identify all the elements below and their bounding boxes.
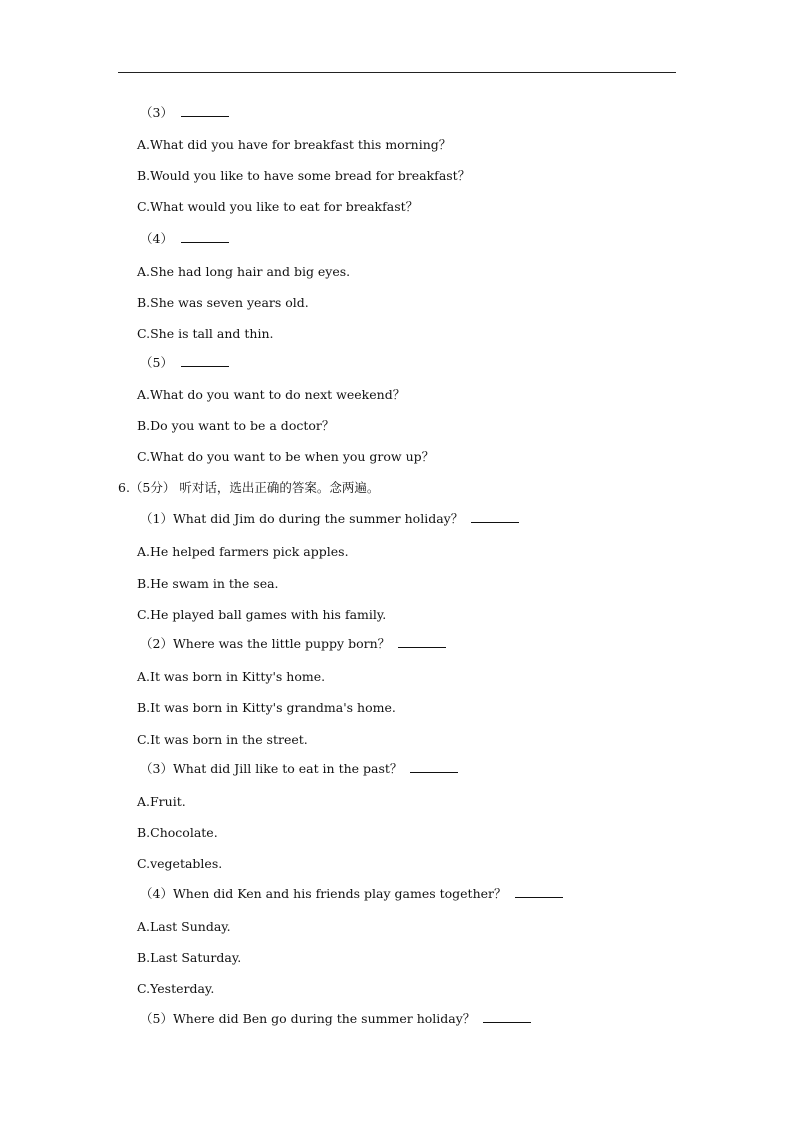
option-c: C.He played ball games with his family. <box>137 607 387 622</box>
option-c: C.Yesterday. <box>137 981 215 996</box>
option-b: B.He swam in the sea. <box>137 576 279 591</box>
question-stem-text: （3）What did Jill like to eat in the past？ <box>140 761 403 776</box>
option-c: C.It was born in the street. <box>137 732 308 747</box>
option-b: B.Do you want to be a doctor？ <box>137 418 335 433</box>
section-heading: 6.（5分） 听对话，选出正确的答案。念两遍。 <box>118 480 380 495</box>
option-b: B.She was seven years old. <box>137 295 309 310</box>
question-stem-text: （5）Where did Ben go during the summer holiday？ <box>140 1011 476 1026</box>
option-a: A.She had long hair and big eyes. <box>137 264 351 279</box>
answer-blank[interactable] <box>410 771 458 773</box>
answer-blank[interactable] <box>181 365 229 367</box>
answer-blank[interactable] <box>483 1021 531 1023</box>
header-rule <box>118 72 676 73</box>
question-stem <box>140 886 563 902</box>
option-a: A.What did you have for breakfast this morning？ <box>137 137 452 152</box>
question-number-text: （4） <box>140 231 173 246</box>
option-c: C.What would you like to eat for breakfast？ <box>137 199 419 214</box>
option-c: C.What do you want to be when you grow up？ <box>137 449 435 464</box>
answer-blank[interactable] <box>181 241 229 243</box>
question-stem <box>140 1011 531 1027</box>
answer-blank[interactable] <box>471 521 519 523</box>
option-b: B.Chocolate. <box>137 825 218 840</box>
question-number-text: （5） <box>140 355 173 370</box>
answer-blank[interactable] <box>181 115 229 117</box>
option-b: B.Would you like to have some bread for breakfast？ <box>137 168 471 183</box>
answer-blank[interactable] <box>398 646 446 648</box>
option-b: B.Last Saturday. <box>137 950 242 965</box>
question-number <box>140 355 229 371</box>
answer-blank[interactable] <box>515 896 563 898</box>
question-number <box>140 231 229 247</box>
option-a: A.Last Sunday. <box>137 919 231 934</box>
option-a: A.It was born in Kitty's home. <box>137 669 326 684</box>
question-number-text: （3） <box>140 105 173 120</box>
option-a: A.Fruit. <box>137 794 186 809</box>
question-stem <box>140 511 519 527</box>
question-stem <box>140 636 446 652</box>
question-number <box>140 105 229 121</box>
question-stem-text: （4）When did Ken and his friends play games together？ <box>140 886 507 901</box>
question-stem-text: （1）What did Jim do during the summer holiday？ <box>140 511 464 526</box>
option-a: A.What do you want to do next weekend？ <box>137 387 406 402</box>
option-c: C.vegetables. <box>137 856 223 871</box>
question-stem <box>140 761 458 777</box>
option-b: B.It was born in Kitty's grandma's home. <box>137 700 396 715</box>
option-c: C.She is tall and thin. <box>137 326 274 341</box>
option-a: A.He helped farmers pick apples. <box>137 544 349 559</box>
question-stem-text: （2）Where was the little puppy born？ <box>140 636 391 651</box>
